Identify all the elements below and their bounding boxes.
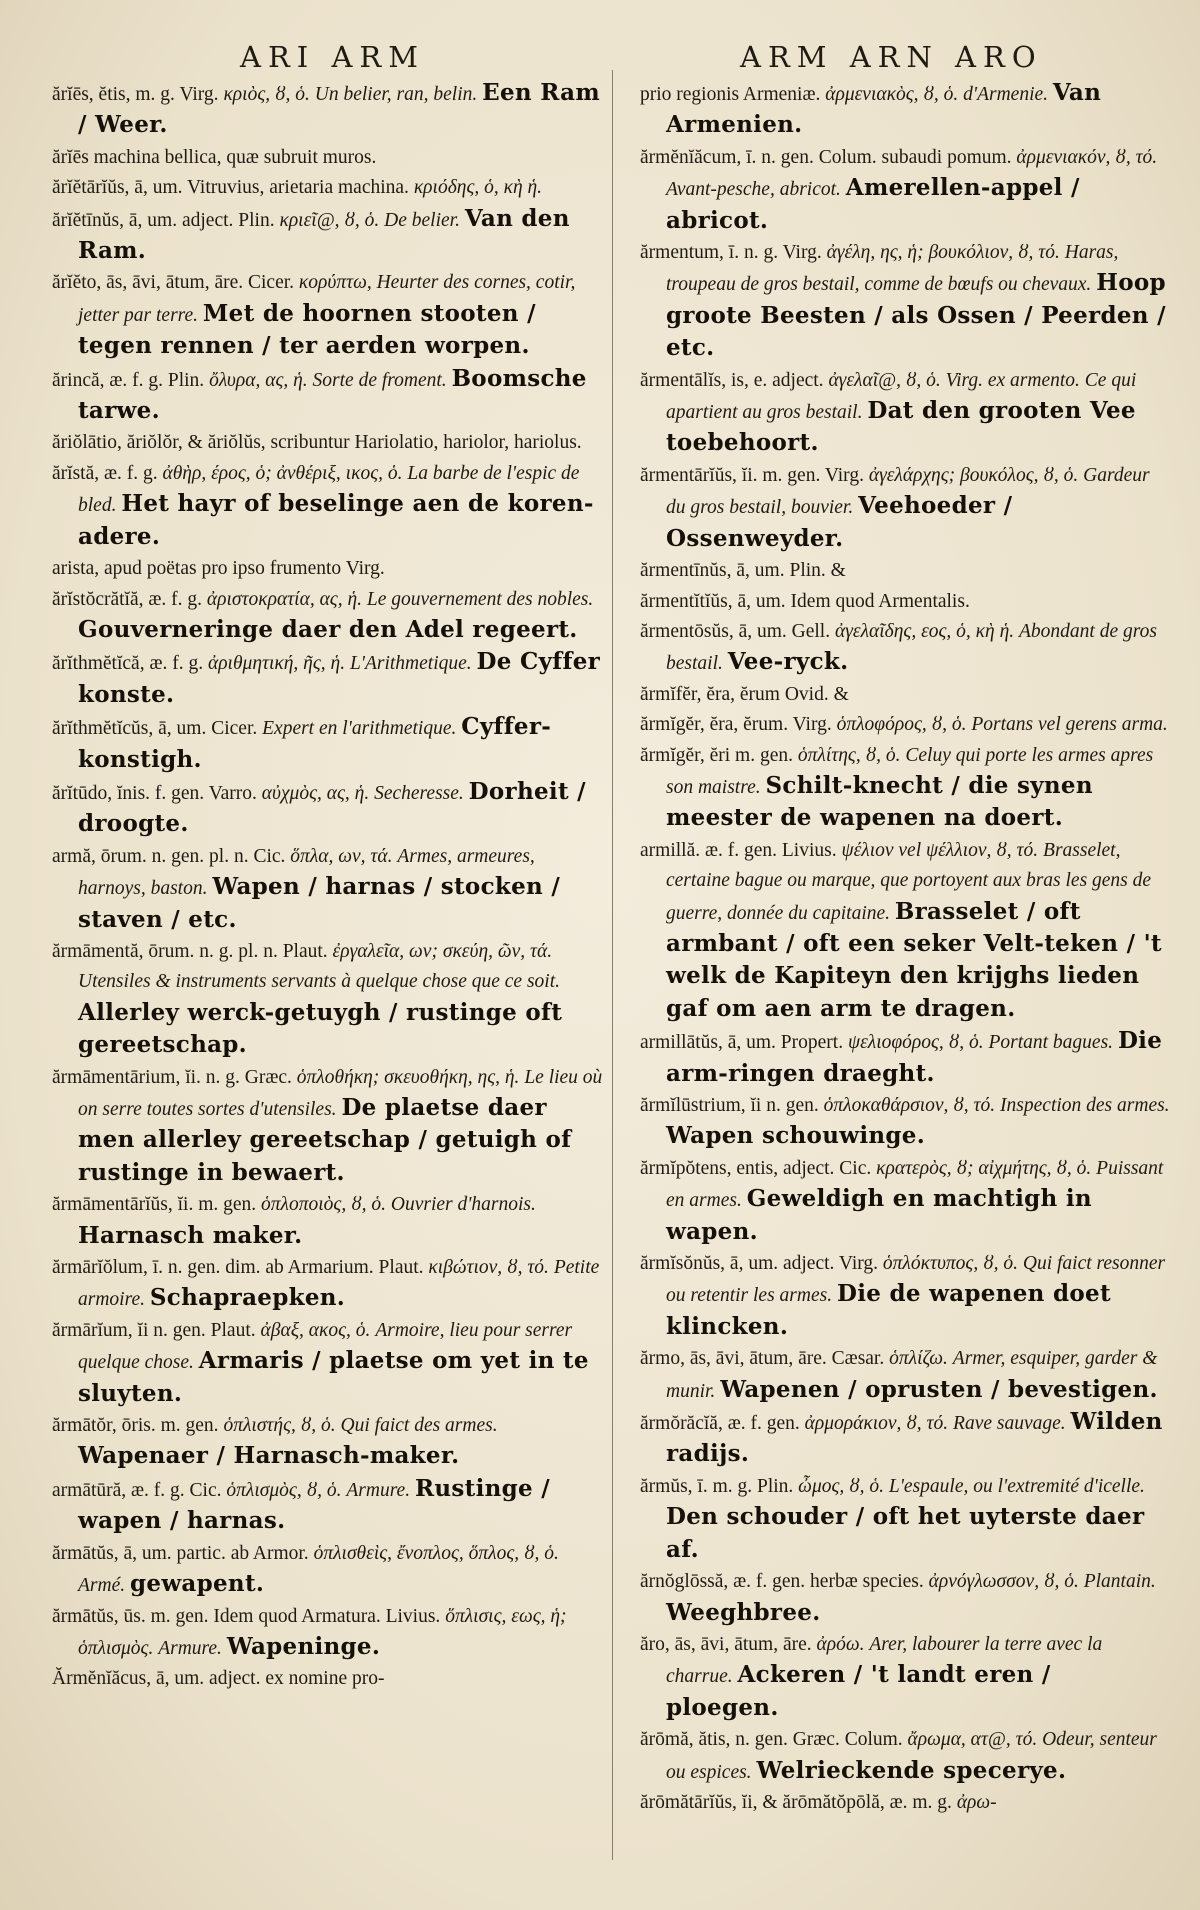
french-gloss: Heurter des cornes, cotir, jetter par terre. <box>78 272 576 326</box>
french-gloss: Gardeur du gros bestail, bouvier. <box>666 464 1150 519</box>
dutch-gloss: Boomsche tarwe. <box>78 364 587 425</box>
greek-gloss: κιβώτιον, ȣ, τό. <box>428 1257 549 1279</box>
latin-headword: ărmĭsŏnŭs, ā, um. adject. Virg. <box>640 1253 879 1275</box>
dictionary-entry <box>52 1474 607 1539</box>
dutch-gloss: Hoop groote Beesten / als Ossen / Peerden / etc. <box>666 269 1166 362</box>
latin-headword: ărmĭgĕr, ĕra, ĕrum. Virg. <box>640 714 832 736</box>
dutch-gloss: Met de hoornen stooten / tegen rennen / ter aerden worpen. <box>78 299 536 360</box>
dictionary-entry <box>640 366 1170 461</box>
latin-headword: ărmāmentă, ōrum. n. g. pl. n. Plaut. <box>52 940 328 962</box>
dutch-gloss: Gouverneringe daer den Adel regeert. <box>78 615 578 643</box>
greek-gloss: ὁπλισμὸς, ȣ, ὁ. <box>226 1479 342 1501</box>
dutch-gloss: Geweldigh en machtigh in wapen. <box>666 1185 1092 1245</box>
french-gloss: Brasselet, certaine bague ou marque, que portoyent aux bras les gens de guerre, donnée du capitaine. <box>666 839 1152 924</box>
dutch-gloss: Een Ram / Weer. <box>78 79 600 139</box>
dictionary-entry <box>640 143 1170 238</box>
dutch-gloss: Brasselet / oft armbant / oft een seker Velt-teken / 't welk de Kapiteyn den krijghs lieden gaf om aen arm te dragen. <box>666 897 1162 1022</box>
greek-gloss: ἀριστοκρατία, ας, ἡ. <box>206 588 363 610</box>
dictionary-entry <box>640 1026 1170 1091</box>
dictionary-entry <box>52 554 607 584</box>
dutch-gloss: Armaris / plaetse om yet in te sluyten. <box>78 1347 589 1407</box>
greek-gloss: ἀρμενιακόν, ȣ, τό. <box>1016 146 1158 168</box>
latin-headword: ărmo, ās, āvi, ātum, āre. Cæsar. <box>640 1348 885 1370</box>
latin-headword: ărōmătārĭŭs, ĭi, & ărōmătŏpōlă, æ. m. g. <box>640 1791 952 1813</box>
dictionary-entry <box>52 143 607 173</box>
french-gloss: Secheresse. <box>374 782 464 804</box>
french-gloss: Puissant en armes. <box>666 1157 1164 1212</box>
dictionary-entry <box>52 842 607 937</box>
running-head-right: ARM ARN ARO <box>740 40 1043 74</box>
dictionary-entry <box>640 617 1170 680</box>
french-gloss: Ouvrier d'harnois. <box>390 1194 536 1216</box>
greek-gloss: ἀρμενιακὸς, ȣ, ὁ. <box>825 84 959 105</box>
dutch-gloss: Wapenaer / Harnasch-maker. <box>78 1442 460 1470</box>
dictionary-entry <box>52 268 607 363</box>
greek-gloss: κριὸς, ȣ, ὁ. <box>223 84 310 105</box>
dictionary-entry <box>640 1091 1170 1154</box>
greek-gloss: ἐργαλεῖα, ων; σκεύη, ῶν, τά. <box>332 940 553 962</box>
dictionary-entry <box>640 1407 1170 1472</box>
latin-headword: ărmārĭum, ĭi n. gen. Plaut. <box>52 1319 256 1341</box>
dutch-gloss: Schilt-knecht / die synen meester de wapenen na doert. <box>666 771 1093 832</box>
dictionary-entry <box>52 937 607 1063</box>
running-head-left: ARI ARM <box>240 40 425 74</box>
french-gloss: De belier. <box>384 209 460 231</box>
latin-headword: ărōmă, ătis, n. gen. Græc. Colum. <box>640 1729 903 1751</box>
french-gloss: Rave sauvage. <box>953 1413 1066 1435</box>
latin-headword: ărmŭs, ī. m. g. Plin. <box>640 1475 794 1497</box>
dutch-gloss: Weeghbree. <box>666 1598 821 1626</box>
latin-headword: armă, ōrum. n. gen. pl. n. Cic. <box>52 845 286 867</box>
latin-headword: ăriŏlātio, ăriŏlŏr, & ăriŏlŭs, scribuntur Hariolatio, hariolor, hariolus. <box>52 432 582 454</box>
latin-headword: ărĭēs machina bellica, quæ subruit muros. <box>52 146 377 168</box>
dictionary-entry <box>640 78 1170 143</box>
latin-headword: ărmĭlūstrium, ĭi n. gen. <box>640 1095 819 1116</box>
french-gloss: La barbe de l'espic de bled. <box>78 462 580 517</box>
greek-gloss: κριεῖ@, ȣ, ὁ. <box>279 209 380 231</box>
french-gloss: Sorte de froment. <box>312 369 447 391</box>
greek-gloss: ὁπλισθεὶς, ἔνοπλος, ὅπλος, ȣ, ὁ. <box>313 1542 559 1564</box>
dictionary-entry <box>640 1249 1170 1344</box>
french-gloss: Inspection des armes. <box>1000 1095 1170 1116</box>
latin-headword: ărĭstă, æ. f. g. <box>52 462 158 484</box>
dictionary-entry <box>640 238 1170 366</box>
latin-headword: ărmāmentārium, ĭi. n. g. Græc. <box>52 1066 292 1088</box>
french-gloss: Plantain. <box>1083 1571 1156 1593</box>
latin-headword: ărĭĕto, ās, āvi, ātum, āre. Cicer. <box>52 272 295 294</box>
latin-headword: ărĭstŏcrătĭă, æ. f. g. <box>52 588 202 610</box>
dictionary-entry <box>640 1630 1170 1725</box>
latin-headword: ărĭthmĕtĭcă, æ. f. g. <box>52 653 204 675</box>
greek-gloss: κορύπτω, <box>298 272 372 294</box>
dictionary-entry <box>52 647 607 712</box>
greek-gloss: ἀγελάρχης; βουκόλος, ȣ, ὁ. <box>868 464 1079 486</box>
dictionary-entry <box>640 1344 1170 1407</box>
french-gloss: L'espaule, ou l'extremité d'icelle. <box>888 1475 1145 1497</box>
greek-gloss: ὁπλίτης, ȣ, ὁ. <box>797 744 901 766</box>
latin-headword: ărmŏrăcĭă, æ. f. gen. <box>640 1413 800 1435</box>
greek-gloss: ὄλυρα, ας, ἡ. <box>209 369 308 391</box>
greek-gloss: ψέλιον vel ψέλλιον, ȣ, τό. <box>841 839 1039 861</box>
dutch-gloss: Wilden radijs. <box>666 1408 1163 1468</box>
dutch-gloss: Vee-ryck. <box>727 648 849 676</box>
dutch-gloss: Die de wapenen doet klincken. <box>666 1280 1111 1340</box>
french-gloss: Petite armoire. <box>78 1257 600 1311</box>
dutch-gloss: Rustinge / wapen / harnas. <box>78 1474 550 1535</box>
french-gloss: Qui faict des armes. <box>340 1415 498 1437</box>
greek-gloss: αὐχμὸς, ας, ἡ. <box>261 782 370 804</box>
latin-headword: ărmĭfĕr, ĕra, ĕrum Ovid. & <box>640 683 849 705</box>
greek-gloss: ἀρω- <box>956 1791 997 1813</box>
dutch-gloss: Cyffer-konstigh. <box>78 713 552 773</box>
dictionary-entry <box>640 1567 1170 1630</box>
dictionary-entry <box>52 364 607 429</box>
dictionary-entry <box>640 587 1170 617</box>
french-gloss: Un belier, ran, belin. <box>314 84 478 105</box>
latin-headword: ărincă, æ. f. g. Plin. <box>52 369 205 391</box>
dutch-gloss: Allerley werck-getuygh / rustinge oft gereetschap. <box>78 998 563 1059</box>
latin-headword: ărmentōsŭs, ā, um. Gell. <box>640 620 831 642</box>
dutch-gloss: Die arm-ringen draeght. <box>666 1027 1163 1087</box>
latin-headword: ărmātŭs, ā, um. partic. ab Armor. <box>52 1542 309 1564</box>
dutch-gloss: De Cyffer konste. <box>78 648 601 708</box>
greek-gloss: ἀρόω. <box>816 1633 865 1655</box>
dutch-gloss: Den schouder / oft het uyterste daer af. <box>666 1503 1145 1563</box>
dictionary-entry <box>640 1472 1170 1567</box>
dictionary-entry <box>52 459 607 554</box>
french-gloss: Portans vel gerens arma. <box>971 714 1168 736</box>
dutch-gloss: Harnasch maker. <box>78 1221 303 1249</box>
dutch-gloss: gewapent. <box>130 1570 265 1598</box>
dutch-gloss: Van Armenien. <box>666 79 1102 139</box>
greek-gloss: ἀβαξ, ακος, ὁ. <box>260 1319 371 1341</box>
greek-gloss: ὅπλα, ων, τά. <box>290 845 393 867</box>
dictionary-entry <box>640 1725 1170 1788</box>
dictionary-entry <box>52 204 607 269</box>
french-gloss: Le lieu où on serre toutes sortes d'utensiles. <box>78 1066 603 1120</box>
latin-headword: ărmentĭtĭŭs, ā, um. Idem quod Armentalis. <box>640 590 970 612</box>
latin-headword: ărnŏglōssă, æ. f. gen. herbæ species. <box>640 1571 924 1593</box>
latin-headword: ărmentum, ī. n. g. Virg. <box>640 242 822 264</box>
dictionary-entry <box>52 1664 607 1694</box>
greek-gloss: ὁπλιστής, ȣ, ὁ. <box>223 1415 336 1437</box>
french-gloss: Armure. <box>346 1479 411 1501</box>
dictionary-entry <box>640 680 1170 710</box>
dutch-gloss: Amerellen-appel / abricot. <box>666 174 1080 234</box>
dictionary-entry <box>52 173 607 203</box>
latin-headword: ărmĕnĭăcum, ī. n. gen. Colum. subaudi pomum. <box>640 146 1012 168</box>
french-gloss: Odeur, senteur ou espices. <box>666 1729 1157 1783</box>
latin-headword: ărĭthmĕtĭcŭs, ā, um. Cicer. <box>52 718 258 740</box>
latin-headword: arista, apud poëtas pro ipso frumento Virg. <box>52 558 385 580</box>
french-gloss: Qui faict resonner ou retentir les armes. <box>666 1253 1166 1307</box>
dutch-gloss: De plaetse daer men allerley gereetschap / getuigh of rustinge in bewaert. <box>78 1094 572 1186</box>
french-gloss: Armoire, lieu pour serrer quelque chose. <box>78 1319 573 1374</box>
french-gloss: Avant-pesche, abricot. <box>666 179 841 201</box>
greek-gloss: ὁπλοφόρος, ȣ, ὁ. <box>836 714 967 736</box>
greek-gloss: ὁπλοποιὸς, ȣ, ὁ. <box>261 1194 386 1216</box>
dutch-gloss: Dorheit / droogte. <box>78 777 586 838</box>
latin-headword: ărmāmentārĭŭs, ĭi. m. gen. <box>52 1194 257 1216</box>
latin-headword: ărmentālĭs, is, e. adject. <box>640 369 824 391</box>
dictionary-entry <box>52 1253 607 1316</box>
latin-headword: ărmentārĭŭs, ĭi. m. gen. Virg. <box>640 464 864 486</box>
right-column <box>640 78 1170 1818</box>
latin-headword: ărmātŭs, ūs. m. gen. Idem quod Armatura. Livius. <box>52 1605 441 1627</box>
dictionary-entry <box>52 1539 607 1602</box>
greek-gloss: ἀγέλη, ης, ἡ; βουκόλιον, ȣ, τό. <box>826 242 1060 264</box>
french-gloss: Armer, esquiper, garder & munir. <box>666 1348 1158 1402</box>
dutch-gloss: Welrieckende specerye. <box>756 1756 1067 1784</box>
dutch-gloss: Van den Ram. <box>78 204 570 265</box>
greek-gloss: ὁπλόκτυπος, ȣ, ὁ. <box>882 1253 1018 1275</box>
french-gloss: Armes, armeures, harnoys, baston. <box>78 845 535 900</box>
french-gloss: d'Armenie. <box>963 84 1049 105</box>
dictionary-entry <box>640 741 1170 836</box>
latin-headword: ărmĭgĕr, ĕri m. gen. <box>640 744 793 766</box>
greek-gloss: ὁπλοκαθάρσιον, ȣ, τό. <box>823 1095 996 1116</box>
dictionary-entry <box>52 1411 607 1474</box>
left-column <box>52 78 607 1695</box>
dutch-gloss: Wapeninge. <box>226 1632 381 1660</box>
dutch-gloss: Veehoeder / Ossenweyder. <box>666 492 1013 552</box>
greek-gloss: ἄρωμα, ατ@, τό. <box>907 1729 1038 1751</box>
french-gloss: Expert en l'arithmetique. <box>262 718 457 740</box>
greek-gloss: ἀγελαῖ@, ȣ, ὁ. <box>828 369 941 391</box>
greek-gloss: ἀθὴρ, έρος, ὁ; ἀνθέριξ, ικος, ὁ. <box>162 462 403 484</box>
dictionary-entry <box>52 78 607 143</box>
latin-headword: armillă. æ. f. gen. Livius. <box>640 839 837 861</box>
dutch-gloss: Dat den grooten Vee toebehoort. <box>666 397 1136 457</box>
french-gloss: Armé. <box>78 1575 126 1597</box>
dictionary-entry <box>640 461 1170 556</box>
dictionary-entry <box>52 777 607 842</box>
latin-headword: Ărmĕnĭăcus, ā, um. adject. ex nomine pro- <box>52 1668 385 1690</box>
french-gloss: Celuy qui porte les armes apres son maistre. <box>666 744 1154 798</box>
dutch-gloss: Wapenen / oprusten / bevestigen. <box>720 1375 1158 1403</box>
french-gloss: Portant bagues. <box>988 1032 1114 1054</box>
greek-gloss: ἀρνόγλωσσον, ȣ, ὁ. <box>928 1571 1079 1593</box>
dutch-gloss: Het hayr of beselinge aen de koren-adere. <box>78 490 594 550</box>
greek-gloss: κρατερὸς, ȣ; αἰχμήτης, ȣ, ὁ. <box>876 1157 1092 1179</box>
greek-gloss: ἀριθμητική, ῆς, ἡ. <box>207 653 346 675</box>
french-gloss: Utensiles & instruments servants à quelque chose que ce soit. <box>78 971 561 993</box>
dutch-gloss: Wapen schouwinge. <box>666 1122 925 1150</box>
dutch-gloss: Wapen / harnas / stocken / staven / etc. <box>78 873 561 933</box>
dictionary-entry <box>640 1154 1170 1249</box>
french-gloss: Abondant de gros bestail. <box>666 620 1157 675</box>
column-divider <box>612 70 613 1860</box>
latin-headword: ărĭtūdo, ĭnis. f. gen. Varro. <box>52 782 257 804</box>
greek-gloss: ἀρμοράκιον, ȣ, τό. <box>804 1413 949 1435</box>
french-gloss: Arer, labourer la terre avec la charrue. <box>666 1633 1103 1688</box>
greek-gloss: ὁπλοθήκη; σκευοθήκη, ης, ἡ. <box>296 1066 520 1088</box>
french-gloss: Virg. ex armento. Ce qui apartient au gros bestail. <box>666 369 1137 424</box>
latin-headword: armillātŭs, ā, um. Propert. <box>640 1032 844 1054</box>
dictionary-entry <box>52 1190 607 1253</box>
latin-headword: ărĭēs, ĕtis, m. g. Virg. <box>52 84 219 105</box>
latin-headword: ărmārĭŏlum, ī. n. gen. dim. ab Armarium. Plaut. <box>52 1257 424 1279</box>
latin-headword: ărĭĕtārĭŭs, ā, um. Vitruvius, arietaria machina. <box>52 177 409 199</box>
greek-gloss: ὅπλισις, εως, ἡ; ὁπλισμὸς. <box>78 1605 567 1659</box>
french-gloss: L'Arithmetique. <box>349 653 472 675</box>
greek-gloss: ὦμος, ȣ, ὁ. <box>798 1475 885 1497</box>
latin-headword: ărmĭpŏtens, entis, adject. Cic. <box>640 1157 872 1179</box>
latin-headword: prio regionis Armeniæ. <box>640 84 821 105</box>
latin-headword: ărmentīnŭs, ā, um. Plin. & <box>640 560 846 582</box>
greek-gloss: ἀγελαῖδης, εος, ὁ, κὴ ἡ. <box>834 620 1015 642</box>
dutch-gloss: Ackeren / 't landt eren / ploegen. <box>666 1661 1051 1721</box>
latin-headword: armātūră, æ. f. g. Cic. <box>52 1479 222 1501</box>
dictionary-entry <box>52 1602 607 1665</box>
latin-headword: ăro, ās, āvi, ātum, āre. <box>640 1633 812 1655</box>
dictionary-entry <box>52 1316 607 1411</box>
dictionary-entry <box>640 836 1170 1026</box>
dictionary-entry <box>52 1063 607 1191</box>
french-gloss: Le gouvernement des nobles. <box>366 588 594 610</box>
dutch-gloss: Schapraepken. <box>149 1284 346 1312</box>
dictionary-entry <box>52 585 607 648</box>
greek-gloss: κριόδης, ὁ, κὴ ἡ. <box>413 177 543 199</box>
french-gloss: Armure. <box>158 1637 222 1659</box>
latin-headword: ărĭĕtīnŭs, ā, um. adject. Plin. <box>52 209 275 231</box>
dictionary-entry <box>640 1788 1170 1818</box>
greek-gloss: ὁπλίζω. <box>889 1348 948 1370</box>
greek-gloss: ψελιοφόρος, ȣ, ὁ. <box>847 1032 984 1054</box>
dictionary-entry <box>640 710 1170 740</box>
dictionary-entry <box>52 712 607 777</box>
french-gloss: Haras, troupeau de gros bestail, comme de bœufs ou chevaux. <box>666 242 1119 296</box>
latin-headword: ărmātŏr, ōris. m. gen. <box>52 1415 219 1437</box>
dictionary-entry <box>640 556 1170 586</box>
dictionary-entry <box>52 428 607 458</box>
